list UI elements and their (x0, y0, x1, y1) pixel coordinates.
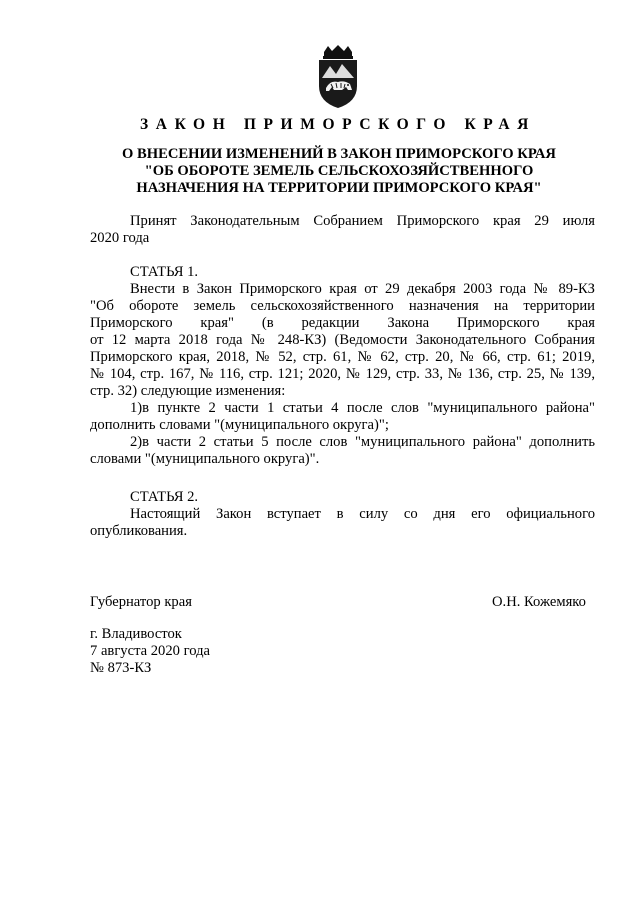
coat-of-arms-icon (314, 44, 362, 110)
law-number: № 873-КЗ (90, 660, 152, 676)
heading-line: О ВНЕСЕНИИ ИЗМЕНЕНИЙ В ЗАКОН ПРИМОРСКОГО КРАЯ (122, 146, 556, 162)
heading-line: НАЗНАЧЕНИЯ НА ТЕРРИТОРИИ ПРИМОРСКОГО КРАЯ" (136, 180, 542, 196)
article-1-item-2: словами "(муниципального округа)". (90, 451, 320, 467)
article-1-line: "Об обороте земель сельскохозяйственного назначения на территории (90, 298, 595, 314)
city: г. Владивосток (90, 626, 182, 642)
article-2-line: Настоящий Закон вступает в силу со дня его официального (130, 506, 595, 522)
article-1-line: от 12 марта 2018 года № 248-КЗ) (Ведомости Законодательного Собрания (90, 332, 595, 348)
heading-line: "ОБ ОБОРОТЕ ЗЕМЕЛЬ СЕЛЬСКОХОЗЯЙСТВЕННОГО (144, 163, 534, 179)
article-1-title: СТАТЬЯ 1. (130, 264, 199, 280)
signing-date: 7 августа 2020 года (90, 643, 210, 659)
adoption-line: 2020 года (90, 230, 150, 246)
place-and-date (90, 626, 210, 677)
law-heading (95, 146, 583, 197)
law-title: ЗАКОН ПРИМОРСКОГО КРАЯ (140, 116, 536, 133)
article-2 (90, 489, 595, 540)
article-1-line: Внести в Закон Приморского края от 29 декабря 2003 года № 89-КЗ (130, 281, 595, 297)
article-1-line: № 104, стр. 167, № 116, стр. 121; 2020, № 129, стр. 33, № 136, стр. 25, № 139, (90, 366, 595, 382)
adoption-line: Принят Законодательным Собранием Приморского края 29 июля (130, 213, 595, 229)
signatory-position: Губернатор края (90, 594, 192, 610)
article-1 (90, 264, 595, 468)
adoption-paragraph (90, 213, 595, 247)
article-2-title: СТАТЬЯ 2. (130, 489, 199, 505)
article-1-item-2: 2)в части 2 статьи 5 после слов "муниципального района" дополнить (130, 434, 595, 450)
signatory-name: О.Н. Кожемяко (492, 594, 586, 610)
article-1-line: стр. 32) следующие изменения: (90, 383, 286, 399)
article-1-line: Приморского края" (в редакции Закона Приморского края (90, 315, 595, 331)
article-1-item-1: дополнить словами "(муниципального округа)"; (90, 417, 389, 433)
article-1-line: Приморского края, 2018, № 52, стр. 61, № 62, стр. 20, № 66, стр. 61; 2019, (90, 349, 595, 365)
article-1-item-1: 1)в пункте 2 части 1 статьи 4 после слов "муниципального района" (130, 400, 595, 416)
article-2-line: опубликования. (90, 523, 188, 539)
